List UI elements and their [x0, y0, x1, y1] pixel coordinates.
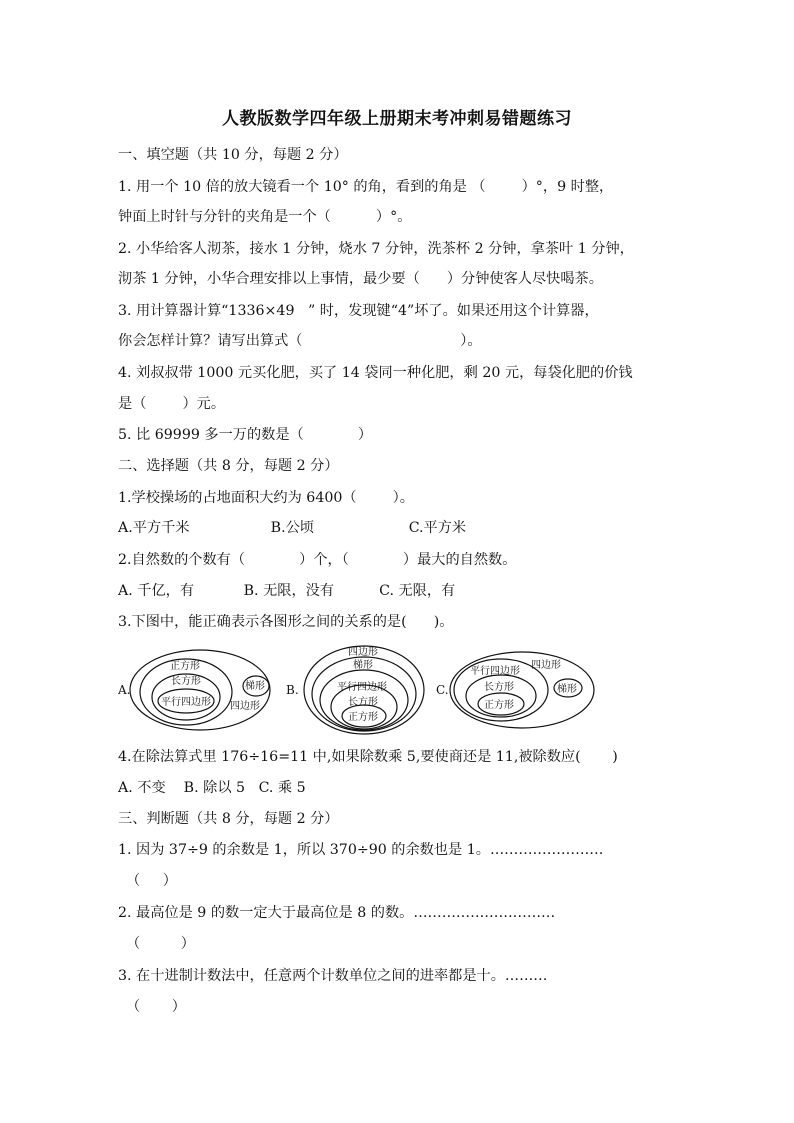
q3-2-answer: （ ）	[126, 936, 195, 952]
q2-3: 3.下图中，能正确表示各图形之间的关系的是( )。	[118, 614, 454, 630]
diagram-b-l4: 长方形	[348, 697, 378, 708]
q1-2-line1: 2. 小华给客人沏茶，接水 1 分钟，烧水 7 分钟，洗茶杯 2 分钟，拿茶叶 1 分钟，	[118, 241, 634, 257]
q2-4-options: A. 不变 B. 除以 5 C. 乘 5	[118, 780, 306, 796]
diagram-a	[118, 650, 270, 730]
q3-3-answer: （ ）	[126, 999, 186, 1015]
diagram-a-letter: A.	[118, 683, 131, 697]
diagram-a-inner2: 长方形	[171, 676, 201, 687]
q2-1-options: A.平方千米 B.公顷 C.平方米	[118, 520, 467, 536]
section-3-heading: 三、判断题（共 8 分，每题 2 分）	[118, 811, 339, 827]
section-2-heading: 二、选择题（共 8 分，每题 2 分）	[118, 458, 339, 474]
q1-2-line2: 沏茶 1 分钟，小华合理安排以上事情，最少要（ ）分钟使客人尽快喝茶。	[118, 271, 603, 287]
q3-3: 3. 在十进制计数法中，任意两个计数单位之间的进率都是十。………	[118, 968, 548, 984]
diagram-c-l1: 四边形	[531, 660, 561, 671]
diagram-b-l2: 梯形	[353, 660, 373, 671]
diagram-a-outer: 四边形	[230, 701, 260, 712]
page-title: 人教版数学四年级上册期末考冲刺易错题练习	[222, 109, 572, 129]
diagram-b-l3: 平行四边形	[337, 682, 387, 693]
diagram-a-inner3: 平行四边形	[161, 697, 211, 708]
diagram-b-l5: 正方形	[348, 712, 378, 723]
diagram-c-l2: 平行四边形	[470, 666, 520, 677]
q1-4-line2: 是（ ）元。	[118, 396, 226, 412]
diagram-b-l1: 四边形	[348, 647, 378, 658]
diagram-c-l4: 正方形	[484, 700, 514, 711]
q2-4: 4.在除法算式里 176÷16=11 中,如果除数乘 5,要使商还是 11,被除数应( )	[118, 749, 618, 765]
diagram-c	[436, 652, 594, 728]
q2-2: 2.自然数的个数有（ ）个，（ ）最大的自然数。	[118, 552, 517, 568]
diagram-c-letter: C.	[436, 683, 449, 697]
q1-3-line2: 你会怎样计算？请写出算式（ ）。	[118, 333, 482, 349]
diagram-c-side: 梯形	[557, 684, 577, 695]
q1-4-line1: 4. 刘叔叔带 1000 元买化肥，买了 14 袋同一种化肥，剩 20 元，每袋化肥的价钱	[118, 365, 633, 381]
diagram-a-side: 梯形	[245, 681, 265, 692]
q1-1-line1: 1. 用一个 10 倍的放大镜看一个 10° 的角，看到的角是 （ ）°，9 时整，	[118, 179, 614, 195]
q1-3-line1: 3. 用计算器计算“1336×49 ” 时，发现键“4”坏了。如果还用这个计算器，	[118, 303, 599, 319]
section-1-heading: 一、填空题（共 10 分，每题 2 分）	[118, 147, 348, 163]
venn-diagrams	[118, 644, 688, 744]
diagram-b	[286, 645, 424, 734]
diagram-c-l3: 长方形	[484, 682, 514, 693]
q3-1-answer: （ ）	[126, 873, 177, 889]
q2-1: 1.学校操场的占地面积大约为 6400（ ）。	[118, 490, 414, 506]
q3-2: 2. 最高位是 9 的数一定大于最高位是 8 的数。…………………………	[118, 905, 556, 921]
diagram-b-letter: B.	[286, 683, 299, 697]
q1-1-line2: 钟面上时针与分针的夹角是一个（ ）°。	[118, 209, 412, 225]
q3-1: 1. 因为 37÷9 的余数是 1，所以 370÷90 的余数也是 1。……………………	[118, 842, 604, 858]
diagram-a-inner1: 正方形	[170, 661, 200, 672]
q1-5: 5. 比 69999 多一万的数是（ ）	[118, 427, 373, 443]
q2-2-options: A. 千亿，有 B. 无限，没有 C. 无限，有	[118, 583, 456, 599]
